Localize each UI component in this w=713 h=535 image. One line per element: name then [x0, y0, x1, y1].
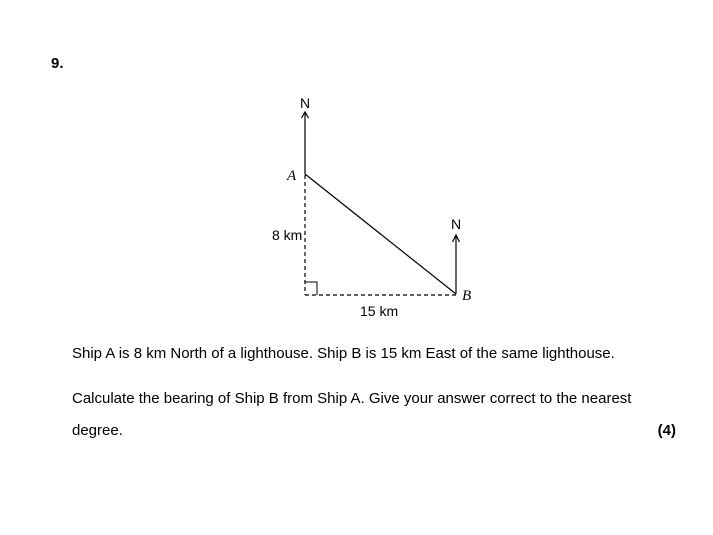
right-angle-marker [305, 282, 317, 295]
question-paragraph-3: degree. [72, 422, 123, 439]
horizontal-distance-label: 15 km [360, 303, 399, 319]
point-a-label: A [287, 168, 297, 184]
point-b-label: B [462, 288, 472, 304]
marks-label: (4) [657, 422, 676, 439]
vertical-distance-label: 8 km [272, 227, 303, 243]
question-paragraph-2: Calculate the bearing of Ship B from Ship A. Give your answer correct to the nearest [72, 390, 632, 407]
north-label-b: N [450, 216, 462, 232]
question-paragraph-1: Ship A is 8 km North of a lighthouse. Ship B is 15 km East of the same lighthouse. [72, 345, 615, 362]
north-label-a: N [299, 95, 311, 111]
question-number: 9. [51, 55, 64, 72]
line-a-to-b [305, 174, 456, 294]
